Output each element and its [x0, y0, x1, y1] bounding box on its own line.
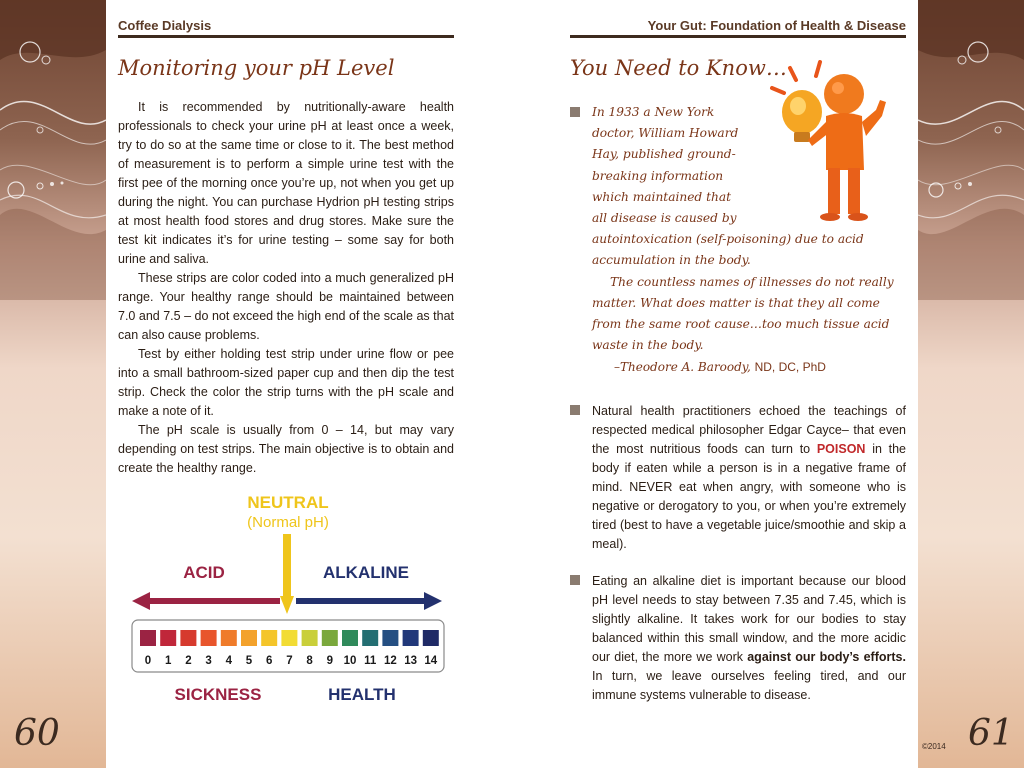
- ph-color-swatch-3: [201, 630, 217, 646]
- bullet-text: [570, 402, 906, 554]
- ph-color-swatch-10: [342, 630, 358, 646]
- quote-line: autointoxication (self-poisoning) due to acid: [592, 232, 864, 247]
- square-bullet-icon: [570, 107, 580, 117]
- quote-attribution: [614, 360, 826, 374]
- square-bullet-icon: [570, 575, 580, 585]
- bullet-text-part: in the body if eaten while a person is in a negative frame of mind. NEVER eat when angry, with someone who is negative or derogatory to you, or when you’re extremely tired (best to have a vegetable juice/smoothie and skip a meal).: [592, 442, 906, 551]
- ph-number-label: 8: [306, 655, 313, 667]
- neutral-arrow-head: [280, 596, 294, 614]
- sickness-label: SICKNESS: [174, 685, 262, 704]
- ph-number-label: 6: [265, 655, 273, 667]
- ph-number-label: 0: [144, 655, 152, 667]
- paragraph: The pH scale is usually from 0 – 14, but may vary depending on test strips. The main objective is to obtain and create the healthy range.: [118, 423, 454, 475]
- gutter: [500, 0, 522, 768]
- ph-color-swatch-14: [423, 630, 439, 646]
- ph-number-label: 5: [245, 655, 253, 667]
- paragraph: It is recommended by nutritionally-aware health professionals to check your urine pH at least once a week, try to do so at the same time or close to it. The best method of measurement is to perform a simple urine test with the first pee of the morning once you’re up, not when you get up during the night. You can purchase Hydrion pH testing strips at most health food stores and drug stores. Make sure the test kit indicates it’s for urine testing – some say for both urine and saliva.: [118, 100, 454, 266]
- alkaline-arrow-shaft: [296, 598, 430, 604]
- quote-line: all disease is caused by: [592, 211, 737, 226]
- bullet-text: [570, 572, 906, 705]
- attribution-credentials: ND, DC, PhD: [754, 360, 826, 374]
- acid-label: ACID: [183, 563, 225, 582]
- square-bullet-icon: [570, 405, 580, 415]
- neutral-sub-label: (Normal pH): [247, 514, 329, 531]
- quote-line: waste in the body.: [592, 338, 704, 353]
- quote-line: which maintained that: [592, 189, 732, 204]
- ph-color-swatch-7: [281, 630, 297, 646]
- attribution-name: –Theodore A. Baroody,: [614, 360, 751, 374]
- ph-number-group: [145, 655, 438, 667]
- ph-color-swatch-4: [221, 630, 237, 646]
- running-head-right: Your Gut: Foundation of Health & Disease: [647, 18, 906, 33]
- section-heading-right: You Need to Know…: [570, 56, 787, 80]
- quote-line: breaking information: [592, 168, 724, 183]
- ph-number-label: 9: [326, 655, 334, 667]
- ph-number-label: 14: [424, 655, 438, 667]
- ph-scale-figure: [130, 490, 450, 710]
- ph-number-label: 10: [343, 655, 357, 667]
- header-rule-right: [570, 35, 906, 38]
- bullet-paragraph-alkaline-diet: [570, 572, 906, 705]
- bullet-text-part: Natural health practitioners echoed the teachings of respected medical philosopher Edgar Cayce– that even the most nutritious foods can turn to: [592, 404, 906, 456]
- ph-swatch-group: [140, 630, 439, 646]
- ph-color-swatch-0: [140, 630, 156, 646]
- header-rule-left: [118, 35, 454, 38]
- paragraph: Test by either holding test strip under urine flow or pee into a small bathroom-sized paper cup and then dip the test strip. Check the color the strip turns with the pH scale and make a note of it.: [118, 347, 454, 418]
- running-head-left: Coffee Dialysis: [118, 18, 212, 33]
- quote-line: Hay, published ground-: [592, 147, 736, 162]
- ph-color-swatch-8: [302, 630, 318, 646]
- paragraph: These strips are color coded into a much generalized pH range. Your healthy range should be maintained between 7.0 and 7.5 – do not exceed the high end of the scale as that can also cause problems.: [118, 271, 454, 342]
- ph-number-label: 2: [185, 655, 192, 667]
- page-number-left: 60: [14, 713, 60, 754]
- body-text-left: [118, 98, 454, 478]
- bullet-paragraph-cayce: [570, 402, 906, 554]
- quote-line: The countless names of illnesses do not really: [610, 274, 894, 289]
- acid-arrow-head: [132, 592, 150, 610]
- quote-text: [592, 102, 906, 356]
- poison-highlight: POISON: [816, 442, 866, 456]
- swirl-decoration: [0, 0, 106, 768]
- alkaline-arrow-head: [424, 592, 442, 610]
- ph-number-label: 3: [205, 655, 212, 667]
- ph-number-label: 11: [364, 655, 377, 667]
- right-decorative-margin: [918, 0, 1024, 768]
- bold-emphasis: against our body’s efforts.: [747, 650, 906, 664]
- ph-color-swatch-11: [362, 630, 378, 646]
- alkaline-label: ALKALINE: [323, 563, 409, 582]
- page-number-right: 61: [968, 713, 1014, 754]
- ph-number-label: 1: [164, 655, 172, 667]
- ph-color-swatch-1: [160, 630, 176, 646]
- ph-color-swatch-6: [261, 630, 277, 646]
- ph-color-swatch-9: [322, 630, 338, 646]
- swirl-decoration: [918, 0, 1024, 768]
- quote-line: from the same root cause…too much tissue acid: [592, 317, 890, 332]
- quote-line: In 1933 a New York: [592, 105, 715, 119]
- bullet-text-part: Eating an alkaline diet is important because our blood pH level needs to stay between 7.35 and 7.45, which is slightly alkaline. It takes work for our bodies to stay balanced within this small window, and the more acidic our diet, the more we work: [592, 574, 906, 664]
- ph-color-swatch-12: [382, 630, 398, 646]
- bullet-text-part: In turn, we leave ourselves feeling tired, and our immune systems vulnerable to disease.: [592, 669, 906, 702]
- left-decorative-margin: [0, 0, 106, 768]
- acid-arrow-shaft: [146, 598, 280, 604]
- ph-number-label: 13: [404, 655, 417, 667]
- quote-line: accumulation in the body.: [592, 253, 751, 268]
- ph-number-label: 12: [384, 655, 397, 667]
- neutral-label: NEUTRAL: [247, 493, 329, 512]
- ph-number-label: 4: [225, 655, 233, 667]
- section-heading-left: Monitoring your pH Level: [118, 56, 395, 80]
- copyright: ©2014: [922, 742, 946, 751]
- ph-color-swatch-13: [403, 630, 419, 646]
- neutral-arrow-shaft: [283, 534, 291, 598]
- ph-color-swatch-2: [180, 630, 196, 646]
- quote-line: doctor, William Howard: [592, 126, 739, 141]
- health-label: HEALTH: [328, 685, 396, 704]
- ph-color-swatch-5: [241, 630, 257, 646]
- ph-number-label: 7: [286, 655, 293, 667]
- quote-line: matter. What does matter is that they all come: [592, 295, 880, 310]
